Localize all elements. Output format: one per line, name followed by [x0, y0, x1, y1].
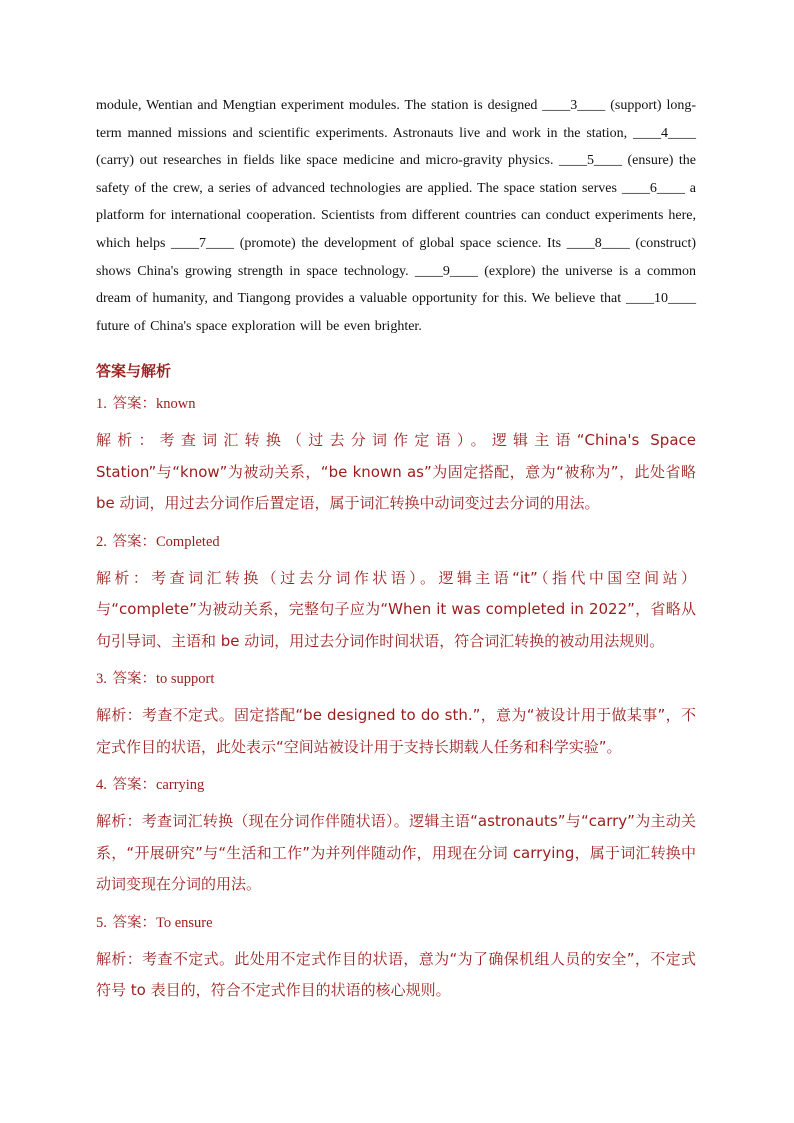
answer-text: 答案：To ensure — [112, 914, 213, 931]
answer-text: 答案：Completed — [112, 533, 220, 550]
answer-item-4 — [96, 774, 696, 901]
analysis-text: 解析：考查词汇转换（现在分词作伴随状语）。逻辑主语“astronauts”与“carry”为主动关系，“开展研究”与“生活和工作”为并列伴随动作，用现在分词 carrying，属于词汇转换中动词变现在分词的用法。 — [96, 812, 696, 894]
answer-line — [96, 912, 696, 934]
analysis-text: 解析：考查词汇转换（过去分词作状语）。逻辑主语“it”（指代中国空间站）与“complete”为被动关系，完整句子应为“When it was completed in 2022”，省略从句引导词、主语和 be 动词，用过去分词作时间状语，符合词汇转换的被动用法规则。 — [96, 568, 696, 650]
answer-text: 答案：to support — [112, 671, 215, 688]
answer-line — [96, 393, 696, 415]
answer-line — [96, 531, 696, 553]
answer-item-2 — [96, 531, 696, 658]
answer-item-5 — [96, 912, 696, 1007]
section-title: 答案与解析 — [96, 362, 172, 381]
answer-number: 3. — [96, 671, 107, 688]
answer-text: 答案：known — [112, 396, 196, 413]
answer-item-3 — [96, 668, 696, 763]
answer-text: 答案：carrying — [112, 777, 205, 794]
answer-number: 1. — [96, 396, 107, 413]
analysis-text: 解析：考查不定式。此处用不定式作目的状语，意为“为了确保机组人员的安全”，不定式符号 to 表目的，符合不定式作目的状语的核心规则。 — [96, 949, 696, 1000]
answer-item-1 — [96, 393, 696, 520]
answer-number: 2. — [96, 533, 107, 550]
answer-number: 4. — [96, 777, 107, 794]
answer-line — [96, 668, 696, 690]
analysis-text: 解析：考查不定式。固定搭配“be designed to do sth.”，意为“被设计用于做某事”，不定式作目的状语，此处表示“空间站被设计用于支持长期载人任务和科学实验”。 — [96, 706, 696, 756]
answer-line — [96, 774, 696, 796]
answer-number: 5. — [96, 914, 107, 931]
document-page — [96, 92, 696, 1007]
analysis-text: 解析：考查词汇转换（过去分词作定语）。逻辑主语“China's Space Station”与“know”为被动关系，“be known as”为固定搭配，意为“被称为”，此处省略 be 动词，用过去分词作后置定语，属于词汇转换中动词变过去分词的用法。 — [96, 431, 696, 513]
passage-text: module, Wentian and Mengtian experiment modules. The station is designed ____3____ (support) long-term manned missions and scientific experiments. Astronauts live and work in the station, ____4____ (carry) out researches in fields like space medicine and micro-gravity physics. ____5____ (ensure) the safety of the crew, a series of advanced technologies are applied. The space station serves ____6____ a platform for international cooperation. Scientists from different countries can conduct experiments here, which helps ____7____ (promote) the development of global space science. Its ____8____ (construct) shows China's growing strength in space technology. ____9____ (explore) the universe is a common dream of humanity, and Tiangong provides a valuable opportunity for this. We believe that ____10____ future of China's space exploration will be even brighter. — [96, 98, 696, 334]
